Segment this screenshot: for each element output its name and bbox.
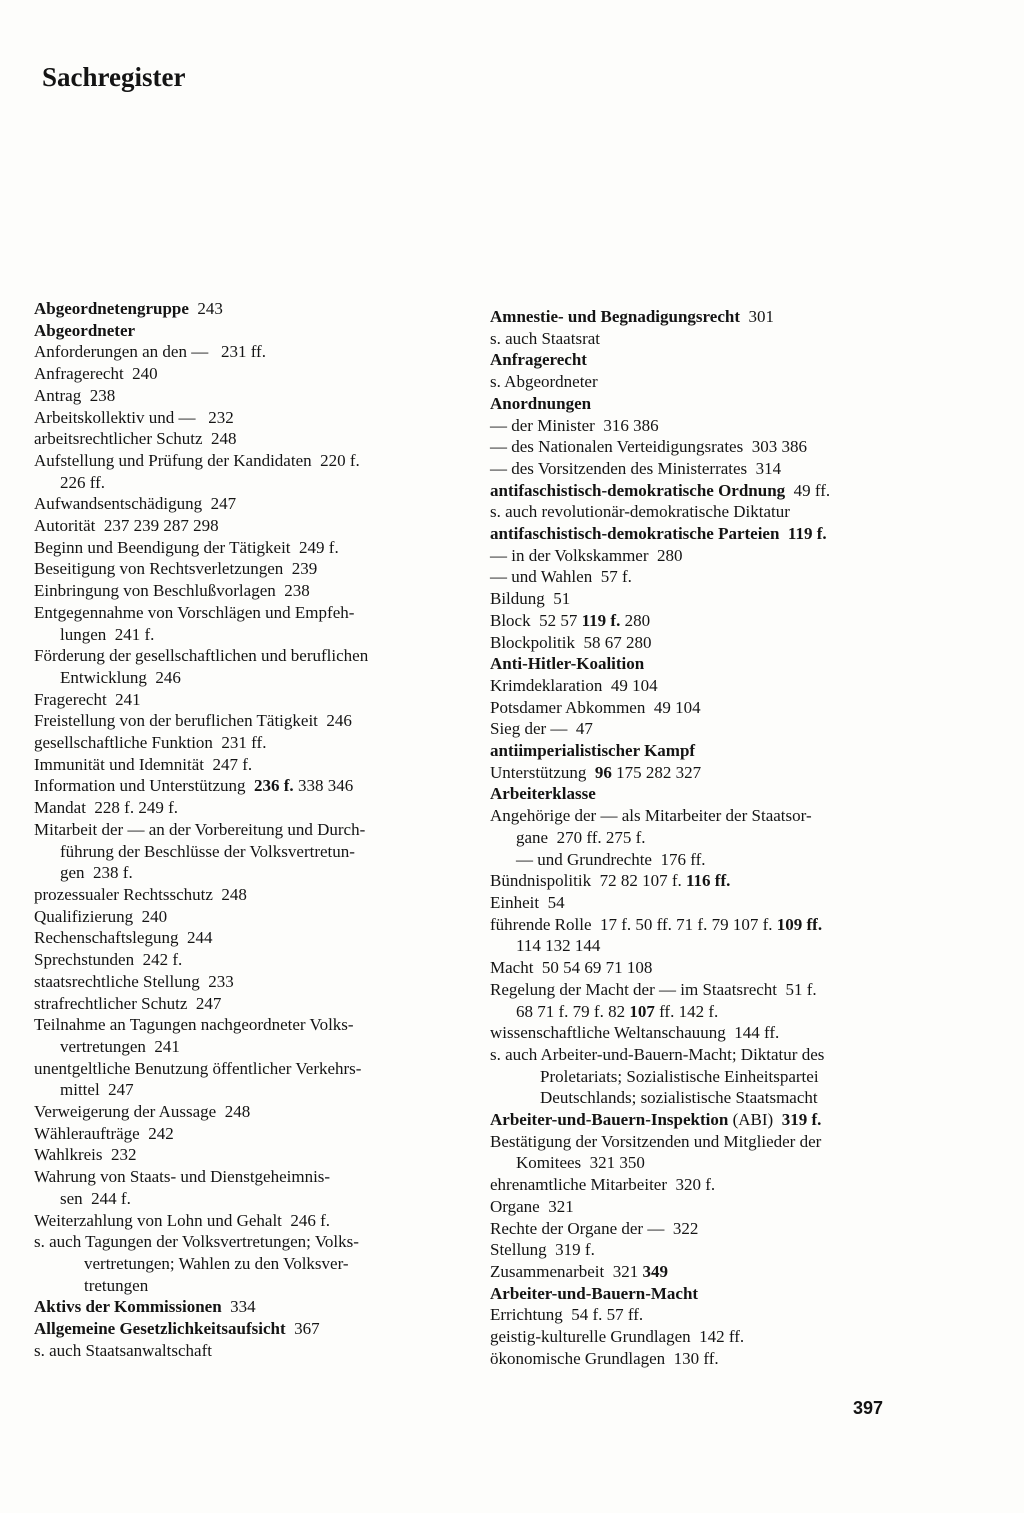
index-text: Aufwandsentschädigung 247 [34,494,237,514]
index-text: s. auch Tagungen der Volksvertretungen; Volks- [34,1232,359,1252]
index-text: Bestätigung der Vorsitzenden und Mitglieder der [490,1131,822,1151]
index-text: Regelung der Macht der — im Staatsrecht 51 f. [490,979,817,999]
index-text: 116 ff. [685,871,731,891]
index-entry [490,675,950,697]
index-entry [490,849,950,871]
index-text: — und Grundrechte 176 ff. [516,849,706,869]
index-heading [490,783,950,805]
index-text: Potsdamer Abkommen 49 104 [490,697,701,717]
index-entry [34,1079,474,1101]
index-text: Arbeiter-und-Bauern-Inspektion [490,1110,729,1130]
index-entry [34,1210,474,1232]
index-text: Bündnispolitik 72 82 107 f. [490,871,686,891]
index-text: Deutschlands; sozialistische Staatsmacht [540,1088,818,1108]
index-entry [490,1304,950,1326]
index-entry [34,1166,474,1188]
index-text: sen 244 f. [60,1188,131,1208]
index-entry [34,580,474,602]
index-text: Amnestie- und Begnadigungsrecht [490,307,740,326]
index-text: Weiterzahlung von Lohn und Gehalt 246 f. [34,1210,331,1230]
index-entry [34,493,474,515]
index-entry [490,870,950,892]
index-text: s. auch Staatsanwaltschaft [34,1340,212,1360]
index-entry [34,1340,474,1362]
index-entry [34,689,474,711]
index-entry [490,1239,950,1261]
index-text: Entgegennahme von Vorschlägen und Empfeh- [34,602,355,622]
index-text: Errichtung 54 f. 57 ff. [490,1305,644,1325]
index-entry [490,328,950,350]
index-entry [490,1174,950,1196]
index-entry [34,385,474,407]
index-text: Aufstellung und Prüfung der Kandidaten 220 f. [34,450,360,470]
index-entry [34,797,474,819]
index-entry [34,472,474,494]
index-text: Antrag 238 [34,385,116,405]
index-entry [490,1348,950,1370]
index-entry [490,371,950,393]
index-text: Unterstützung [490,762,595,782]
index-text: Aktivs der Kommissionen [34,1297,222,1317]
index-heading [490,740,950,762]
index-entry [34,624,474,646]
index-text: Bildung 51 [490,589,571,609]
index-entry [34,862,474,884]
index-entry [34,602,474,624]
index-text: Rechenschaftslegung 244 [34,928,213,948]
index-entry [490,718,950,740]
index-heading [490,653,950,675]
index-entry [34,537,474,559]
index-text: Beginn und Beendigung der Tätigkeit 249 f. [34,537,339,557]
index-text: wissenschaftliche Weltanschauung 144 ff. [490,1023,780,1043]
index-entry [490,892,950,914]
index-heading [490,523,950,545]
index-text: 319 f. [781,1110,822,1130]
index-text: Autorität 237 239 287 298 [34,516,219,536]
index-entry [34,1144,474,1166]
index-text: — in der Volkskammer 280 [490,545,683,565]
index-entry [34,841,474,863]
index-entry [490,1001,950,1023]
index-text: — der Minister 316 386 [490,415,659,435]
index-entry [34,1253,474,1275]
index-entry [34,732,474,754]
page-number: 397 [853,1398,884,1418]
index-entry [490,1044,950,1066]
index-entry [490,762,950,784]
index-text: 49 ff. [785,480,831,500]
index-text: unentgeltliche Benutzung öffentlicher Verkehrs- [34,1058,362,1078]
index-text: 349 [642,1261,668,1281]
index-text: Freistellung von der beruflichen Tätigkeit 246 [34,711,352,731]
index-text: Zusammenarbeit 321 [490,1261,643,1281]
index-text: Beseitigung von Rechtsverletzungen 239 [34,559,318,579]
index-entry [490,1087,950,1109]
index-entry [34,775,474,797]
index-entry [490,1261,950,1283]
index-entry [34,971,474,993]
index-entry [34,1036,474,1058]
index-entry [490,415,950,437]
index-entry [34,1188,474,1210]
index-text: s. auch revolutionär-demokratische Diktatur [490,502,790,522]
index-text: Anordnungen [490,393,592,413]
index-text: Mitarbeit der — an der Vorbereitung und Durch- [34,819,366,839]
index-entry [34,1058,474,1080]
index-entry [490,1022,950,1044]
index-entry [490,805,950,827]
index-text: antifaschistisch-demokratische Ordnung [490,480,786,500]
index-text: Arbeiter-und-Bauern-Macht [490,1283,699,1303]
index-text: mittel 247 [60,1080,134,1100]
index-entry [490,1066,950,1088]
index-entry [490,1326,950,1348]
index-text: Immunität und Idemnität 247 f. [34,754,253,774]
index-text: Qualifizierung 240 [34,906,168,926]
index-heading [34,1318,474,1340]
index-text: 243 [188,299,223,318]
index-text: antifaschistisch-demokratische Parteien 119 f. [490,524,827,544]
index-text: 226 ff. [60,472,106,492]
index-entry [490,632,950,654]
index-entry [34,450,474,472]
index-text: 109 ff. [776,914,823,934]
index-text: Krimdeklaration 49 104 [490,675,658,695]
index-text: strafrechtlicher Schutz 247 [34,993,222,1013]
index-text: führung der Beschlüsse der Volksvertretun- [60,841,355,861]
index-text: gesellschaftliche Funktion 231 ff. [34,733,267,753]
index-heading [490,393,950,415]
index-text: Verweigerung der Aussage 248 [34,1102,251,1122]
index-text: gane 270 ff. 275 f. [516,827,646,847]
index-entry [34,428,474,450]
index-text: Teilnahme an Tagungen nachgeordneter Volks- [34,1015,354,1035]
index-entry [34,993,474,1015]
index-entry [490,957,950,979]
index-text: Arbeitskollektiv und — 232 [34,407,234,427]
index-text: Blockpolitik 58 67 280 [490,632,652,652]
index-text: ökonomische Grundlagen 130 ff. [490,1348,719,1368]
index-text: Stellung 319 f. [490,1240,595,1260]
index-entry [34,1101,474,1123]
index-text: s. auch Staatsrat [490,328,600,348]
index-entry [34,667,474,689]
index-heading [490,480,950,502]
index-text: — des Nationalen Verteidigungsrates 303 386 [490,437,807,457]
index-text: antiimperialistischer Kampf [490,741,696,761]
index-heading [490,306,950,328]
index-entry [490,610,950,632]
index-text: Macht 50 54 69 71 108 [490,958,653,978]
index-text: 96 [594,762,612,782]
index-entry [490,545,950,567]
index-entry [34,515,474,537]
index-entry [490,1196,950,1218]
index-text: 338 346 [293,776,354,796]
index-text: Komitees 321 350 [516,1153,645,1173]
index-entry [34,1231,474,1253]
index-text: prozessualer Rechtsschutz 248 [34,884,247,904]
index-text: 367 [285,1319,320,1339]
index-text: Mandat 228 f. 249 f. [34,798,179,818]
index-text: ff. 142 f. [654,1001,719,1021]
index-text: 114 132 144 [516,936,601,956]
index-column-right [490,306,950,1369]
index-entry [490,436,950,458]
index-entry [34,884,474,906]
index-heading [34,298,474,320]
index-heading [34,1296,474,1318]
index-text: Wahlkreis 232 [34,1145,137,1165]
index-entry [34,906,474,928]
index-text: 107 [629,1001,655,1021]
index-text: staatsrechtliche Stellung 233 [34,971,234,991]
index-entry [34,341,474,363]
index-text: Entwicklung 246 [60,667,181,687]
index-text: 119 f. [581,610,621,630]
index-text: vertretungen 241 [60,1036,180,1056]
index-text: 280 [620,610,651,630]
index-heading [490,349,950,371]
index-text: s. Abgeordneter [490,372,598,392]
index-entry [490,458,950,480]
index-entry [34,754,474,776]
index-entry [490,1131,950,1153]
index-text: arbeitsrechtlicher Schutz 248 [34,429,237,449]
index-text: Abgeordnetengruppe [34,299,189,318]
index-text: Arbeiterklasse [490,784,596,804]
index-text: Angehörige der — als Mitarbeiter der Staatsor- [490,806,812,826]
index-entry [34,927,474,949]
index-heading [490,1283,950,1305]
index-text: Block 52 57 [490,610,582,630]
index-entry [34,407,474,429]
index-text: lungen 241 f. [60,624,155,644]
index-entry [490,827,950,849]
index-text: Organe 321 [490,1196,574,1216]
index-text: Anforderungen an den — 231 ff. [34,342,266,362]
index-text: Anfragerecht 240 [34,364,158,384]
index-entry [490,501,950,523]
index-entry [34,710,474,732]
index-text: 68 71 f. 79 f. 82 [516,1001,630,1021]
index-text: s. auch Arbeiter-und-Bauern-Macht; Diktatur des [490,1044,825,1064]
index-text: Förderung der gesellschaftlichen und beruflichen [34,646,369,666]
index-text: Sieg der — 47 [490,719,593,739]
page-title: Sachregister [42,62,186,92]
index-text: 334 [221,1297,256,1317]
index-text: (ABI) [728,1110,782,1130]
index-text: tretungen [84,1275,149,1295]
index-entry [34,949,474,971]
index-text: führende Rolle 17 f. 50 ff. 71 f. 79 107 f. [490,914,777,934]
index-entry [34,1123,474,1145]
index-text: Anfragerecht [490,350,587,370]
index-text: Wähleraufträge 242 [34,1123,174,1143]
index-text: Rechte der Organe der — 322 [490,1218,699,1238]
index-text: Einheit 54 [490,892,565,912]
index-text: Anti-Hitler-Koalition [490,654,645,674]
index-entry [34,558,474,580]
index-heading [490,1109,950,1131]
index-entry [490,566,950,588]
index-text: Information und Unterstützung [34,776,255,796]
index-entry [490,979,950,1001]
index-text: Fragerecht 241 [34,689,141,709]
index-text: Sprechstunden 242 f. [34,950,183,970]
index-text: 175 282 327 [611,762,702,782]
index-entry [34,645,474,667]
index-text: gen 238 f. [60,863,133,883]
index-text: Proletariats; Sozialistische Einheitspartei [540,1066,819,1086]
index-text: Abgeordneter [34,320,136,340]
index-text: vertretungen; Wahlen zu den Volksver- [84,1253,349,1273]
index-entry [34,1275,474,1297]
index-text: geistig-kulturelle Grundlagen 142 ff. [490,1327,745,1347]
index-entry [490,588,950,610]
index-entry [490,935,950,957]
index-entry [34,819,474,841]
index-entry [490,697,950,719]
index-entry [490,1152,950,1174]
index-entry [34,1014,474,1036]
index-text: — des Vorsitzenden des Ministerrates 314 [490,458,782,478]
index-text: 301 [740,307,774,326]
index-entry [34,363,474,385]
index-entry [490,914,950,936]
index-text: Einbringung von Beschlußvorlagen 238 [34,581,310,601]
index-text: Allgemeine Gesetzlichkeitsaufsicht [34,1319,286,1339]
index-text: Wahrung von Staats- und Dienstgeheimnis- [34,1167,331,1187]
index-text: ehrenamtliche Mitarbeiter 320 f. [490,1175,716,1195]
index-text: 236 f. [254,776,294,796]
index-column-left [34,298,474,1361]
index-entry [490,1218,950,1240]
index-heading [34,320,474,342]
index-text: — und Wahlen 57 f. [490,567,632,587]
